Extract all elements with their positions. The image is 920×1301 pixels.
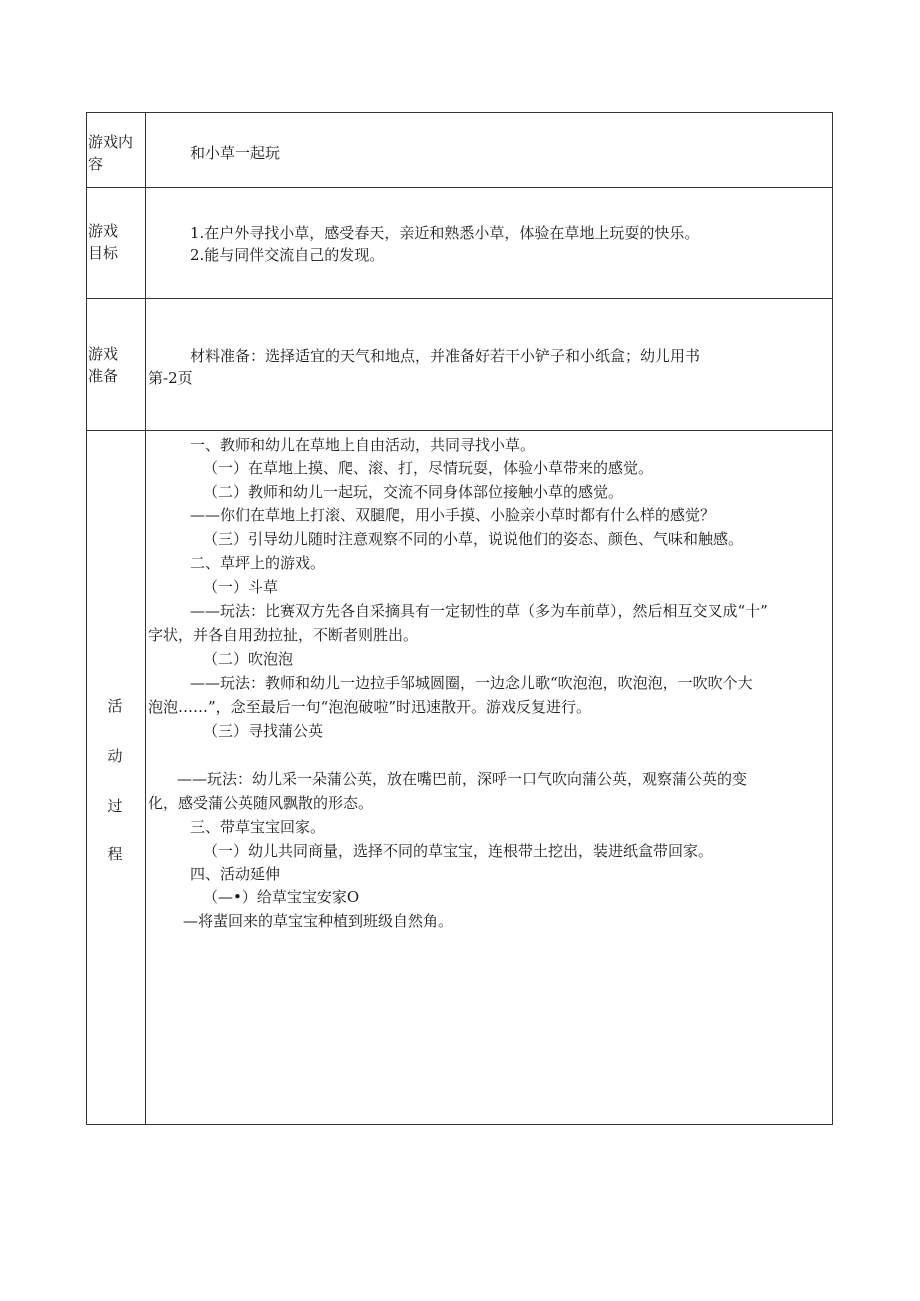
process-line: 三、带草宝宝回家。 xyxy=(190,818,326,836)
process-line: （三）引导幼儿随时注意观察不同的小草，说说他们的姿态、颜色、气味和触感。 xyxy=(203,530,744,548)
process-label-char: 程 xyxy=(107,845,123,863)
process-line: ——玩法：教师和幼儿一边拉手邹城圆圈，一边念儿歌“吹泡泡，吹泡泡，一吹吹个大 xyxy=(190,674,753,692)
process-line: —将蜚回来的草宝宝种植到班级自然角。 xyxy=(183,912,454,930)
preparation-line: 第-2页 xyxy=(148,369,193,387)
process-line: 一、教师和幼儿在草地上自由活动，共同寻找小草。 xyxy=(190,436,536,454)
goal-line: 1.在户外寻找小草，感受春天，亲近和熟悉小草，体验在草地上玩耍的快乐。 xyxy=(190,224,700,242)
content-text: 和小草一起玩 xyxy=(190,144,281,162)
preparation-label: 游戏 准备 xyxy=(88,345,119,385)
process-line: 字状，并各自用劲拉扯，不断者则胜出。 xyxy=(148,626,419,644)
process-line: 二、草坪上的游戏。 xyxy=(190,554,326,572)
process-line: （一）幼儿共同商量，选择不同的草宝宝，连根带土挖出，装进纸盒带回家。 xyxy=(203,842,714,860)
row-divider xyxy=(86,430,833,431)
process-line: （二）教师和幼儿一起玩，交流不同身体部位接触小草的感觉。 xyxy=(203,483,624,501)
process-line: ——玩法：幼儿采一朵蒲公英，放在嘴巴前，深呼一口气吹向蒲公英，观察蒲公英的变 xyxy=(177,770,748,788)
process-line: ——你们在草地上打滚、双腿爬，用小手摸、小脸亲小草时都有什么样的感觉？ xyxy=(190,506,716,524)
process-label-char: 过 xyxy=(107,797,123,815)
row-divider xyxy=(86,187,833,188)
goals-label: 游戏 目标 xyxy=(88,222,119,262)
goal-line: 2.能与同伴交流自己的发现。 xyxy=(190,246,385,264)
row-divider xyxy=(86,298,833,299)
process-line: （一）斗草 xyxy=(203,578,279,596)
process-line: （二）吹泡泡 xyxy=(203,650,294,668)
preparation-line: 材料准备：选择适宜的天气和地点，并准备好若干小铲子和小纸盒；幼儿用书 xyxy=(190,347,701,365)
process-line: ——玩法：比赛双方先各自采摘具有一定韧性的草（多为车前草），然后相互交叉成“十” xyxy=(190,602,768,620)
process-line: 泡泡……”，念至最后一句“泡泡破啦”时迅速散开。游戏反复进行。 xyxy=(148,698,592,716)
process-line: 化，感受蒲公英随风飘散的形态。 xyxy=(148,794,374,812)
process-line: （三）寻找蒲公英 xyxy=(203,722,324,740)
process-label-char: 活 xyxy=(107,697,123,715)
content-label: 游戏内 容 xyxy=(88,133,134,173)
process-line: （—•）给草宝宝安家O xyxy=(203,888,360,906)
process-line: 四、活动延伸 xyxy=(190,865,281,883)
process-label-char: 动 xyxy=(107,747,123,765)
column-divider xyxy=(145,112,146,1125)
process-line: （一）在草地上摸、爬、滚、打，尽情玩耍，体验小草带来的感觉。 xyxy=(203,459,654,477)
